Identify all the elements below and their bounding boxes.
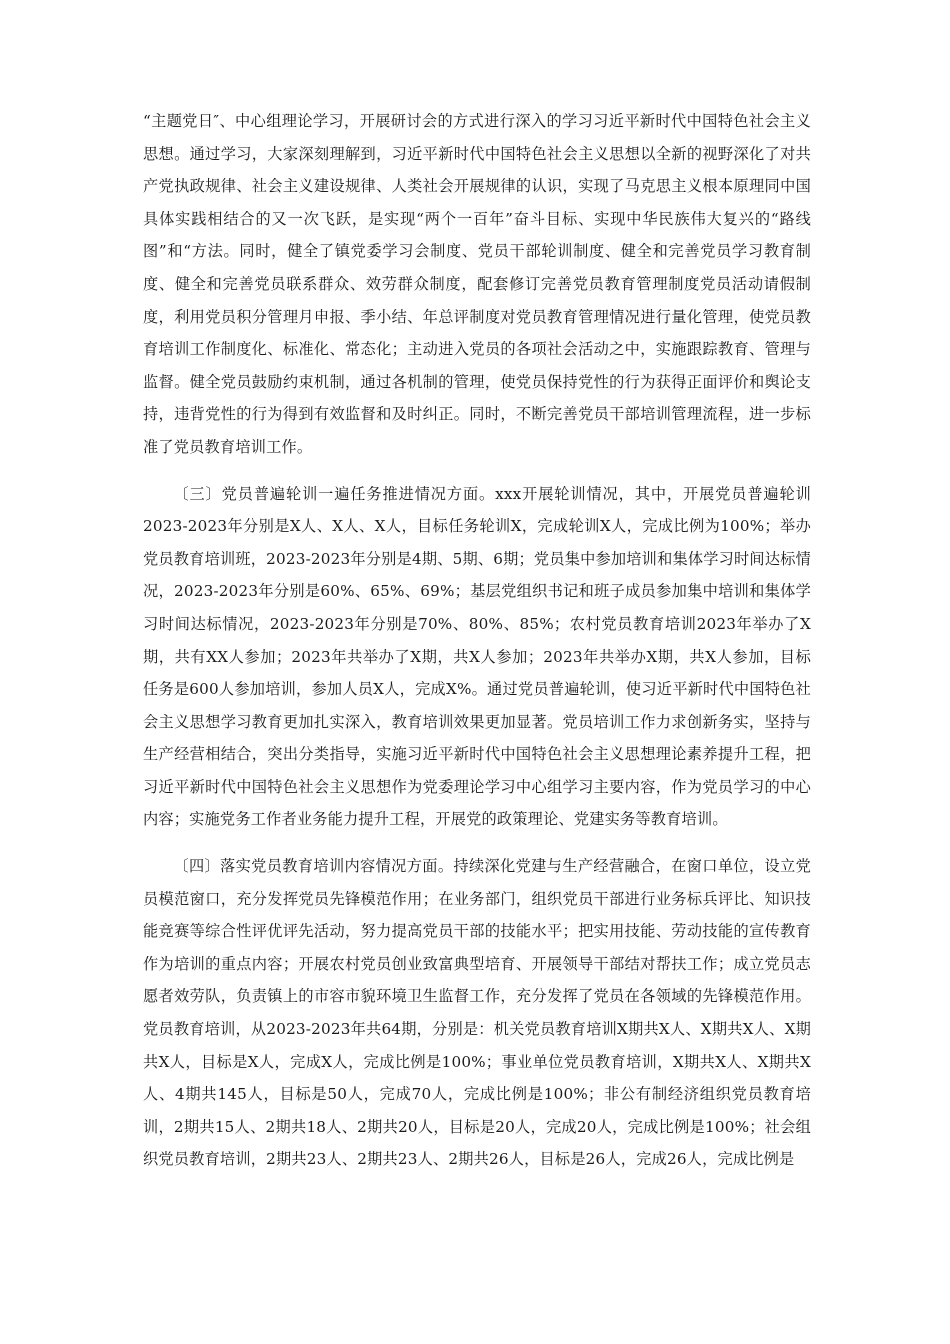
document-page — [143, 105, 811, 1176]
paragraph-section-four: 〔四〕落实党员教育培训内容情况方面。持续深化党建与生产经营融合，在窗口单位，设立党员模范窗口，充分发挥党员先锋模范作用；在业务部门，组织党员干部进行业务标兵评比、知识技能竞赛等综合性评优评先活动，努力提高党员干部的技能水平；把实用技能、劳动技能的宣传教育作为培训的重点内容；开展农村党员创业致富典型培育、开展领导干部结对帮扶工作；成立党员志愿者效劳队，负责镇上的市容市貌环境卫生监督工作，充分发挥了党员在各领域的先锋模范作用。党员教育培训，从2023-2023年共64期，分别是：机关党员教育培训X期共X人、X期共X人、X期共X人，目标是X人，完成X人，完成比例是100%；事业单位党员教育培训，X期共X人、X期共X人、4期共145人，目标是50人，完成70人，完成比例是100%；非公有制经济组织党员教育培训，2期共15人、2期共18人、2期共20人，目标是20人，完成20人，完成比例是100%；社会组织党员教育培训，2期共23人、2期共23人、2期共26人，目标是26人，完成26人，完成比例是 — [143, 857, 811, 1169]
paragraph-continuation: “主题党日″、中心组理论学习，开展研讨会的方式进行深入的学习习近平新时代中国特色社会主义思想。通过学习，大家深刻理解到，习近平新时代中国特色社会主义思想以全新的视野深化了对共产党执政规律、社会主义建设规律、人类社会开展规律的认识，实现了马克思主义根本原理同中国具体实践相结合的又一次飞跃，是实现“两个一百年”奋斗目标、实现中华民族伟大复兴的“路线图”和“方法。同时，健全了镇党委学习会制度、党员干部轮训制度、健全和完善党员学习教育制度、健全和完善党员联系群众、效劳群众制度，配套修订完善党员教育管理制度党员活动请假制度，利用党员积分管理月申报、季小结、年总评制度对党员教育管理情况进行量化管理，使党员教育培训工作制度化、标准化、常态化；主动进入党员的各项社会活动之中，实施跟踪教育、管理与监督。健全党员鼓励约束机制，通过各机制的管理，使党员保持党性的行为获得正面评价和舆论支持，违背党性的行为得到有效监督和及时纠正。同时，不断完善党员干部培训管理流程，进一步标准了党员教育培训工作。 — [143, 112, 811, 456]
paragraph-section-three: 〔三〕党员普遍轮训一遍任务推进情况方面。xxx开展轮训情况，其中，开展党员普遍轮训2023-2023年分别是X人、X人、X人，目标任务轮训X，完成轮训X人，完成比例为100%；举办党员教育培训班，2023-2023年分别是4期、5期、6期；党员集中参加培训和集体学习时间达标情况，2023-2023年分别是60%、65%、69%；基层党组织书记和班子成员参加集中培训和集体学习时间达标情况，2023-2023年分别是70%、80%、85%；农村党员教育培训2023年举办了X期，共有XX人参加；2023年共举办了X期，共X人参加；2023年共举办X期，共X人参加，目标任务是600人参加培训，参加人员X人，完成X%。通过党员普遍轮训，使习近平新时代中国特色社会主义思想学习教育更加扎实深入，教育培训效果更加显著。党员培训工作力求创新务实，坚持与生产经营相结合，突出分类指导，实施习近平新时代中国特色社会主义思想理论素养提升工程，把习近平新时代中国特色社会主义思想作为党委理论学习中心组学习主要内容，作为党员学习的中心内容；实施党务工作者业务能力提升工程，开展党的政策理论、党建实务等教育培训。 — [143, 484, 811, 829]
